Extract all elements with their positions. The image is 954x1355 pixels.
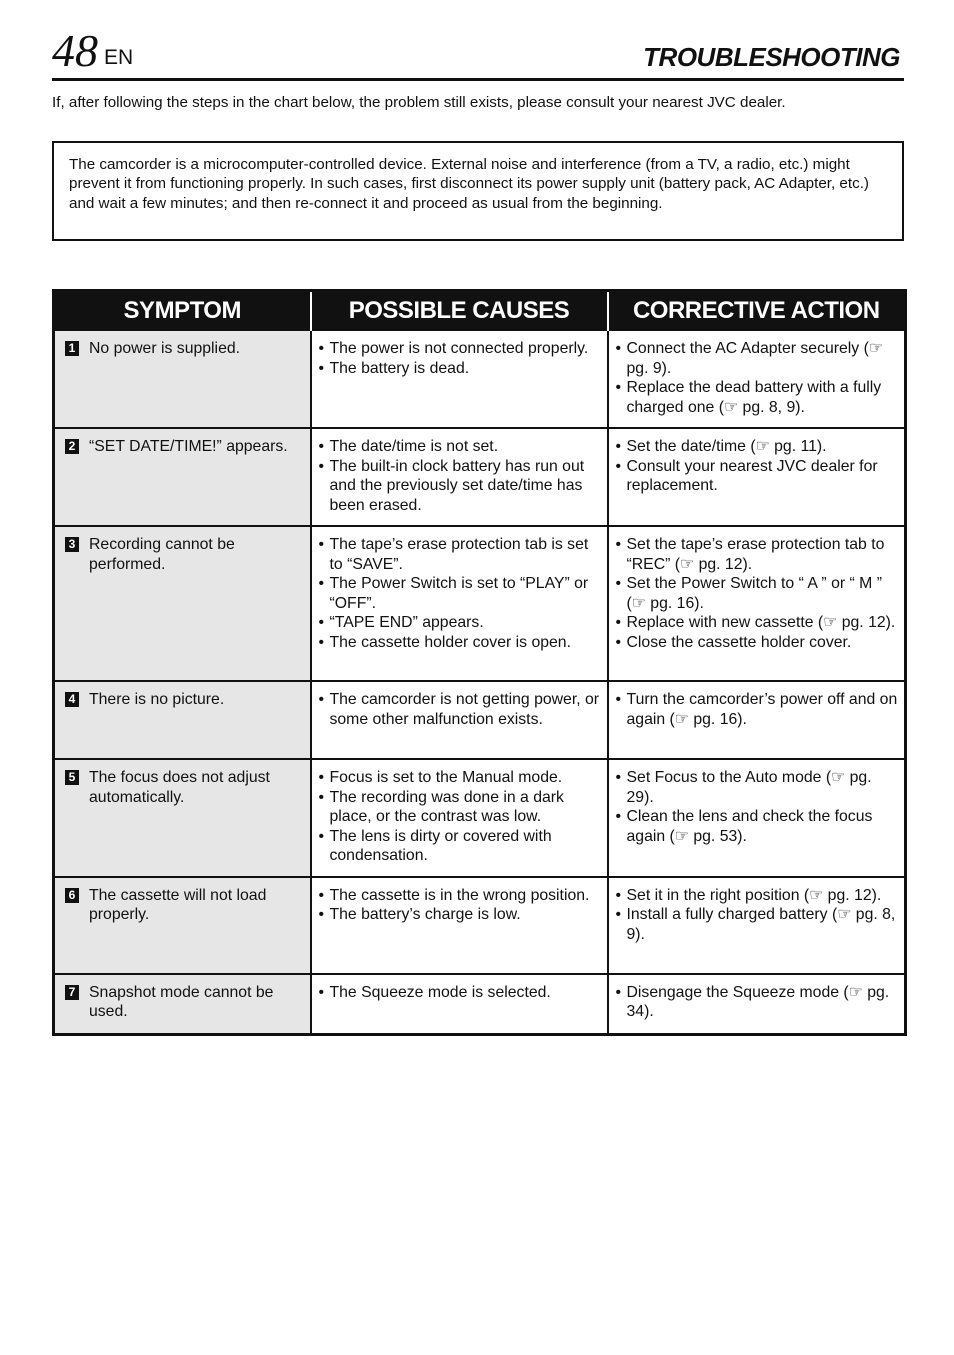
symptom-text: “SET DATE/TIME!” appears. (89, 438, 288, 455)
symptom-cell (54, 759, 311, 877)
action-item: • Set the tape’s erase protection tab to “REC” (☞ pg. 12). (627, 535, 899, 574)
table-row (54, 681, 906, 759)
causes-cell (311, 330, 608, 428)
header-symptom: SYMPTOM (54, 291, 311, 331)
table-row (54, 877, 906, 974)
actions-cell (608, 877, 906, 974)
causes-list (312, 878, 607, 935)
action-item: • Install a fully charged battery (☞ pg. 8, 9). (627, 905, 899, 944)
action-item: • Set it in the right position (☞ pg. 12). (627, 886, 899, 906)
symptom-text: Recording cannot be performed. (89, 536, 235, 573)
causes-cell (311, 759, 608, 877)
action-item: • Replace the dead battery with a fully charged one (☞ pg. 8, 9). (627, 378, 899, 417)
troubleshooting-table (52, 289, 907, 1036)
actions-cell (608, 330, 906, 428)
cause-item: • The Power Switch is set to “PLAY” or “OFF”. (330, 574, 601, 613)
action-item: • Turn the camcorder’s power off and on again (☞ pg. 16). (627, 690, 899, 729)
causes-cell (311, 974, 608, 1035)
causes-cell (311, 877, 608, 974)
cause-item: • The cassette holder cover is open. (330, 633, 601, 653)
action-item: • Set the Power Switch to “ A ” or “ M ” (☞ pg. 16). (627, 574, 899, 613)
causes-list (312, 331, 607, 388)
action-item: • Set Focus to the Auto mode (☞ pg. 29). (627, 768, 899, 807)
table-row (54, 526, 906, 681)
symptom-cell (54, 526, 311, 681)
table-row (54, 330, 906, 428)
symptom-text: Snapshot mode cannot be used. (89, 983, 274, 1020)
actions-list (609, 760, 905, 856)
symptom-text: The focus does not adjust automatically. (89, 769, 270, 806)
row-number-badge: 1 (65, 341, 79, 356)
action-item: • Connect the AC Adapter securely (☞ pg. 9). (627, 339, 899, 378)
actions-list (609, 331, 905, 427)
action-item: • Clean the lens and check the focus again (☞ pg. 53). (627, 807, 899, 846)
page-number: 48 (52, 25, 98, 76)
table-row (54, 974, 906, 1035)
action-item: • Consult your nearest JVC dealer for replacement. (627, 457, 899, 496)
symptom-cell (54, 681, 311, 759)
actions-list (609, 682, 905, 739)
action-item: • Replace with new cassette (☞ pg. 12). (627, 613, 899, 633)
cause-item: • The battery’s charge is low. (330, 905, 601, 925)
cause-item: • The date/time is not set. (330, 437, 601, 457)
causes-cell (311, 681, 608, 759)
cause-item: • The tape’s erase protection tab is set to “SAVE”. (330, 535, 601, 574)
causes-list (312, 682, 607, 739)
causes-cell (311, 428, 608, 526)
cause-item: • The camcorder is not getting power, or some other malfunction exists. (330, 690, 601, 729)
symptom-cell (54, 330, 311, 428)
symptom-cell (54, 877, 311, 974)
causes-cell (311, 526, 608, 681)
actions-list (609, 429, 905, 506)
action-item: • Set the date/time (☞ pg. 11). (627, 437, 899, 457)
action-item: • Close the cassette holder cover. (627, 633, 899, 653)
actions-cell (608, 428, 906, 526)
header-corrective-action: CORRECTIVE ACTION (608, 291, 906, 331)
symptom-text: There is no picture. (89, 691, 225, 708)
page-language: EN (104, 46, 134, 69)
action-item: • Disengage the Squeeze mode (☞ pg. 34). (627, 983, 899, 1022)
cause-item: • “TAPE END” appears. (330, 613, 601, 633)
cause-item: • The recording was done in a dark place, or the contrast was low. (330, 788, 601, 827)
actions-cell (608, 759, 906, 877)
actions-list (609, 975, 905, 1032)
actions-list (609, 878, 905, 955)
row-number-badge: 7 (65, 985, 79, 1000)
symptom-cell (54, 974, 311, 1035)
section-title: TROUBLESHOOTING (643, 42, 900, 72)
table-row (54, 428, 906, 526)
cause-item: • The built-in clock battery has run out and the previously set date/time has been erased. (330, 457, 601, 516)
cause-item: • The battery is dead. (330, 359, 601, 379)
cause-item: • The power is not connected properly. (330, 339, 601, 359)
actions-cell (608, 974, 906, 1035)
symptom-cell (54, 428, 311, 526)
cause-item: • The lens is dirty or covered with condensation. (330, 827, 601, 866)
causes-list (312, 760, 607, 876)
actions-cell (608, 681, 906, 759)
table-row (54, 759, 906, 877)
intro-text: If, after following the steps in the chart below, the problem still exists, please consult your nearest JVC dealer. (52, 94, 786, 111)
causes-list (312, 429, 607, 525)
cause-item: • The Squeeze mode is selected. (330, 983, 601, 1003)
actions-cell (608, 526, 906, 681)
symptom-text: The cassette will not load properly. (89, 886, 267, 923)
note-box: The camcorder is a microcomputer-controlled device. External noise and interference (from a TV, a radio, etc.) might prevent it from functioning properly. In such cases, first disconnect its power supply unit (battery pack, AC Adapter, etc.) and wait a few minutes; and then re-connect it and proceed as usual from the beginning. (52, 141, 904, 241)
row-number-badge: 3 (65, 537, 79, 552)
causes-list (312, 527, 607, 662)
symptom-text: No power is supplied. (89, 340, 241, 357)
cause-item: • The cassette is in the wrong position. (330, 886, 601, 906)
page-header (52, 26, 904, 81)
header-possible-causes: POSSIBLE CAUSES (311, 291, 608, 331)
actions-list (609, 527, 905, 662)
row-number-badge: 5 (65, 770, 79, 785)
row-number-badge: 4 (65, 692, 79, 707)
cause-item: • Focus is set to the Manual mode. (330, 768, 601, 788)
row-number-badge: 2 (65, 439, 79, 454)
causes-list (312, 975, 607, 1013)
row-number-badge: 6 (65, 888, 79, 903)
table-header-row (54, 291, 906, 331)
